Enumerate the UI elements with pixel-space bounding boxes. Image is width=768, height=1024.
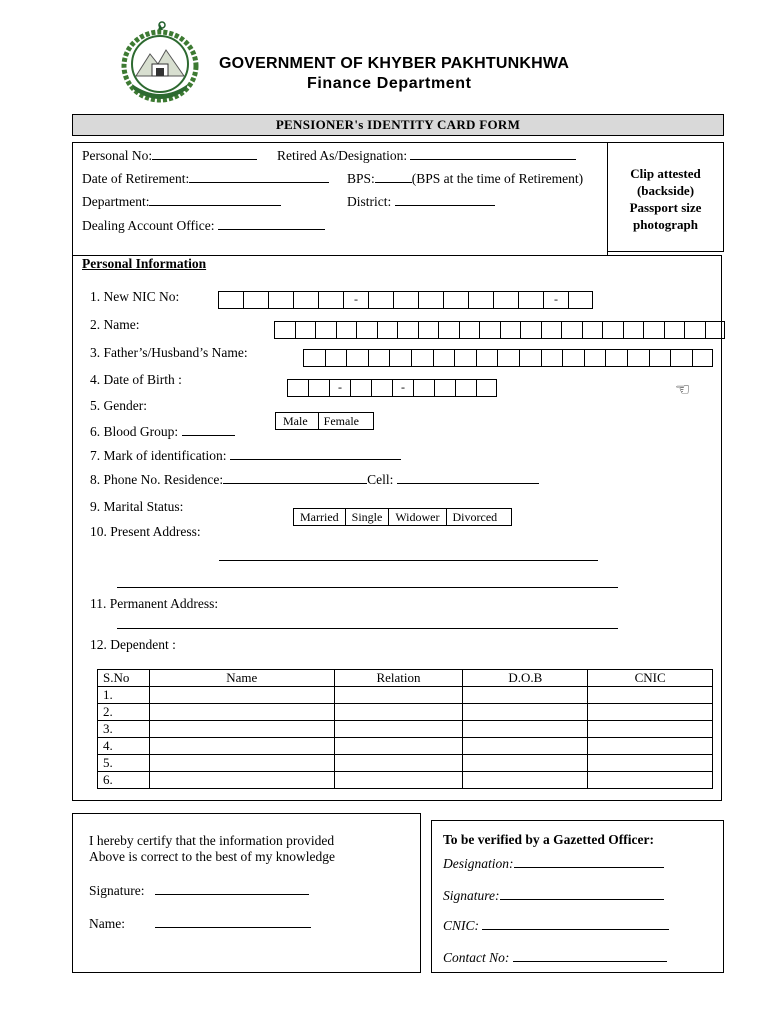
col-dob: D.O.B xyxy=(463,670,588,687)
dealing-office-label: Dealing Account Office: xyxy=(82,218,215,233)
mark-identification-input[interactable] xyxy=(230,448,401,460)
certify-line-1: I hereby certify that the information provided xyxy=(89,833,335,848)
verify-signature-label: Signature: xyxy=(443,888,500,903)
phone-residence-label: 8. Phone No. Residence: xyxy=(90,472,224,487)
marital-option-widower[interactable]: Widower xyxy=(389,509,446,525)
row-number: 1. xyxy=(98,687,150,704)
certify-signature-label: Signature: xyxy=(89,883,145,898)
marital-option-single[interactable]: Single xyxy=(346,509,390,525)
permanent-address-label: 11. Permanent Address: xyxy=(90,596,219,611)
photo-line-1: Clip attested xyxy=(630,166,701,181)
col-cnic: CNIC xyxy=(588,670,713,687)
photo-line-4: photograph xyxy=(632,217,699,232)
personal-no-field xyxy=(82,148,257,164)
verify-heading: To be verified by a Gazetted Officer: xyxy=(443,832,654,847)
retired-as-input[interactable] xyxy=(410,148,576,160)
dealing-office-field xyxy=(82,218,325,234)
certify-name-input[interactable] xyxy=(155,916,311,928)
district-input[interactable] xyxy=(395,194,495,206)
nic-label: 1. New NIC No: xyxy=(90,289,180,304)
department-field xyxy=(82,194,281,210)
government-emblem-logo xyxy=(114,20,206,108)
date-retirement-input[interactable] xyxy=(189,171,329,183)
row-number: 6. xyxy=(98,772,150,789)
nic-dash-1: - xyxy=(343,291,368,309)
gender-options xyxy=(275,412,374,430)
father-name-label: 3. Father’s/Husband’s Name: xyxy=(90,345,248,360)
bps-field xyxy=(347,171,583,187)
dependents-table xyxy=(97,669,713,789)
verify-signature-field xyxy=(443,888,664,904)
col-name: Name xyxy=(149,670,334,687)
government-title: GOVERNMENT OF KHYBER PAKHTUNKHWA xyxy=(219,55,570,72)
row-number: 3. xyxy=(98,721,150,738)
mark-identification-field xyxy=(90,448,401,464)
date-retirement-label: Date of Retirement: xyxy=(82,171,190,186)
table-row xyxy=(98,704,713,721)
verify-contact-label: Contact No: xyxy=(443,950,510,965)
gender-option-male[interactable]: Male xyxy=(276,413,319,429)
table-row xyxy=(98,721,713,738)
verify-cnic-input[interactable] xyxy=(482,918,669,930)
personal-no-input[interactable] xyxy=(152,148,257,160)
district-label: District: xyxy=(347,194,392,209)
verify-designation-input[interactable] xyxy=(514,856,664,868)
dealing-office-input[interactable] xyxy=(218,218,325,230)
photo-placeholder-box xyxy=(607,142,724,252)
personal-no-label: Personal No: xyxy=(82,148,153,163)
verify-cnic-field xyxy=(443,918,669,934)
marital-status-label: 9. Marital Status: xyxy=(90,499,184,514)
pointing-hand-icon: ☜ xyxy=(675,380,691,399)
department-subtitle: Finance Department xyxy=(307,75,472,92)
dob-dash-2: - xyxy=(392,379,413,397)
verify-designation-field xyxy=(443,856,664,872)
certify-name-label: Name: xyxy=(89,916,125,931)
marital-option-married[interactable]: Married xyxy=(294,509,346,525)
dob-grid[interactable] xyxy=(287,379,497,397)
dependent-label: 12. Dependent : xyxy=(90,637,176,652)
table-row xyxy=(98,687,713,704)
present-address-line-1[interactable] xyxy=(219,560,598,561)
nic-dash-2: - xyxy=(543,291,568,309)
col-relation: Relation xyxy=(334,670,463,687)
name-label: 2. Name: xyxy=(90,317,140,332)
marital-status-options xyxy=(293,508,512,526)
present-address-line-2[interactable] xyxy=(117,587,618,588)
date-retirement-field xyxy=(82,171,329,187)
row-number: 4. xyxy=(98,738,150,755)
retired-as-field xyxy=(277,148,576,164)
form-title-bar: PENSIONER's IDENTITY CARD FORM xyxy=(72,114,724,136)
father-name-grid[interactable] xyxy=(303,349,713,367)
col-sno: S.No xyxy=(98,670,150,687)
bps-input[interactable] xyxy=(375,171,412,183)
table-row xyxy=(98,755,713,772)
verify-cnic-label: CNIC: xyxy=(443,918,480,933)
marital-option-divorced[interactable]: Divorced xyxy=(452,510,498,524)
personal-information-heading: Personal Information xyxy=(82,256,207,271)
verify-contact-field xyxy=(443,950,667,966)
certify-line-2: Above is correct to the best of my knowledge xyxy=(89,849,335,864)
verify-contact-input[interactable] xyxy=(513,950,667,962)
dob-label: 4. Date of Birth : xyxy=(90,372,182,387)
name-grid[interactable] xyxy=(274,321,725,339)
phone-field xyxy=(90,472,539,488)
retired-as-label: Retired As/Designation: xyxy=(277,148,408,163)
row-number: 2. xyxy=(98,704,150,721)
verify-signature-input[interactable] xyxy=(500,888,664,900)
phone-cell-label: Cell: xyxy=(367,472,394,487)
certify-signature-input[interactable] xyxy=(155,883,309,895)
table-row xyxy=(98,738,713,755)
phone-residence-input[interactable] xyxy=(223,472,367,484)
blood-group-field xyxy=(90,424,235,440)
certification-text xyxy=(89,833,335,865)
certify-signature-field xyxy=(89,883,309,899)
department-input[interactable] xyxy=(149,194,281,206)
photo-line-2: (backside) xyxy=(636,183,695,198)
mark-identification-label: 7. Mark of identification: xyxy=(90,448,227,463)
dob-dash-1: - xyxy=(329,379,350,397)
bps-label: BPS: xyxy=(347,171,375,186)
department-label: Department: xyxy=(82,194,150,209)
table-header-row xyxy=(98,670,713,687)
district-field xyxy=(347,194,495,210)
blood-group-label: 6. Blood Group: xyxy=(90,424,179,439)
phone-cell-input[interactable] xyxy=(397,472,539,484)
photo-line-3: Passport size xyxy=(629,200,702,215)
permanent-address-line[interactable] xyxy=(117,628,618,629)
row-number: 5. xyxy=(98,755,150,772)
bps-note: (BPS at the time of Retirement) xyxy=(411,171,584,186)
present-address-label: 10. Present Address: xyxy=(90,524,201,539)
gender-label: 5. Gender: xyxy=(90,398,147,413)
verify-designation-label: Designation: xyxy=(443,856,514,871)
table-row xyxy=(98,772,713,789)
gender-option-female[interactable]: Female xyxy=(323,414,359,428)
nic-grid[interactable] xyxy=(218,291,593,309)
certify-name-field xyxy=(89,916,311,932)
blood-group-input[interactable] xyxy=(182,424,235,436)
